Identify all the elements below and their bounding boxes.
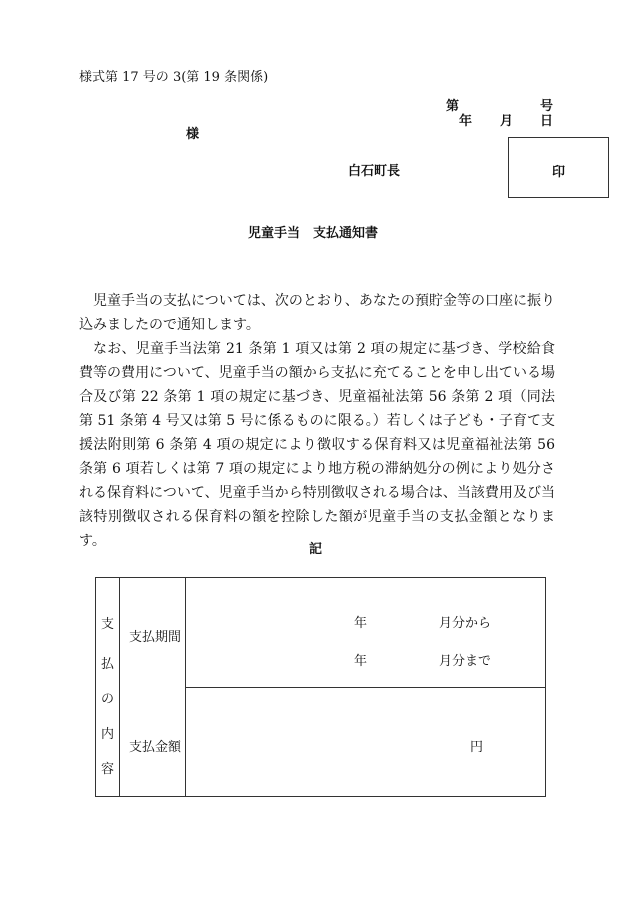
- table-divider: [119, 578, 120, 796]
- ki-heading: 記: [309, 542, 323, 557]
- period-label: 支払期間: [129, 630, 182, 645]
- date-day-label: 日: [540, 114, 554, 129]
- paragraph-payment: 児童手当の支払については、次のとおり、あなたの預貯金等の口座に振り込みましたので通知します。: [79, 293, 555, 333]
- payment-details-table: [95, 577, 546, 797]
- date-month-label: 月: [500, 114, 514, 129]
- period-end-month: 月分まで: [439, 654, 492, 669]
- notice-body: [79, 289, 555, 553]
- side-label-char: 払: [100, 657, 114, 672]
- table-divider: [185, 687, 545, 688]
- doc-number-suffix: 号: [540, 99, 554, 114]
- issuer-name: 白石町長: [348, 164, 401, 179]
- seal-box: [508, 137, 609, 198]
- period-start-month: 月分から: [439, 616, 492, 631]
- side-label-char: 容: [100, 762, 114, 777]
- paragraph-deduction: なお、児童手当法第 21 条第 1 項又は第 2 項の規定に基づき、学校給食費等の費用について、児童手当の額から支払に充てることを申し出ている場合及び第 22 条第 1 項の規定に基づき、児童福祉法第 56 条第 2 項（同法第 51 条第 4 号又は第 5 号に係るものに限る。）若しくは子ども・子育て支援法附則第 6 条第 4 項の規定により徴収する保育料又は児童福祉法第 56 条第 6 項若しくは第 7 項の規定により地方税の滞納処分の例により処分される保育料について、児童手当から特別徴収される場合は、当該費用及び当該特別徴収される保育料の額を控除した額が児童手当の支払金額となります。: [79, 341, 555, 549]
- date-year-label: 年: [459, 114, 473, 129]
- side-label-char: の: [100, 692, 114, 707]
- side-label-char: 支: [100, 617, 114, 632]
- amount-unit: 円: [470, 740, 484, 755]
- side-label-char: 内: [100, 727, 114, 742]
- document-title: 児童手当 支払通知書: [248, 226, 379, 241]
- period-start-year: 年: [354, 616, 368, 631]
- amount-label: 支払金額: [129, 740, 182, 755]
- doc-number-prefix: 第: [446, 99, 460, 114]
- seal-mark: 印: [551, 165, 565, 180]
- form-number: 様式第 17 号の 3(第 19 条関係): [79, 70, 269, 85]
- period-end-year: 年: [354, 654, 368, 669]
- addressee-suffix: 様: [186, 127, 200, 142]
